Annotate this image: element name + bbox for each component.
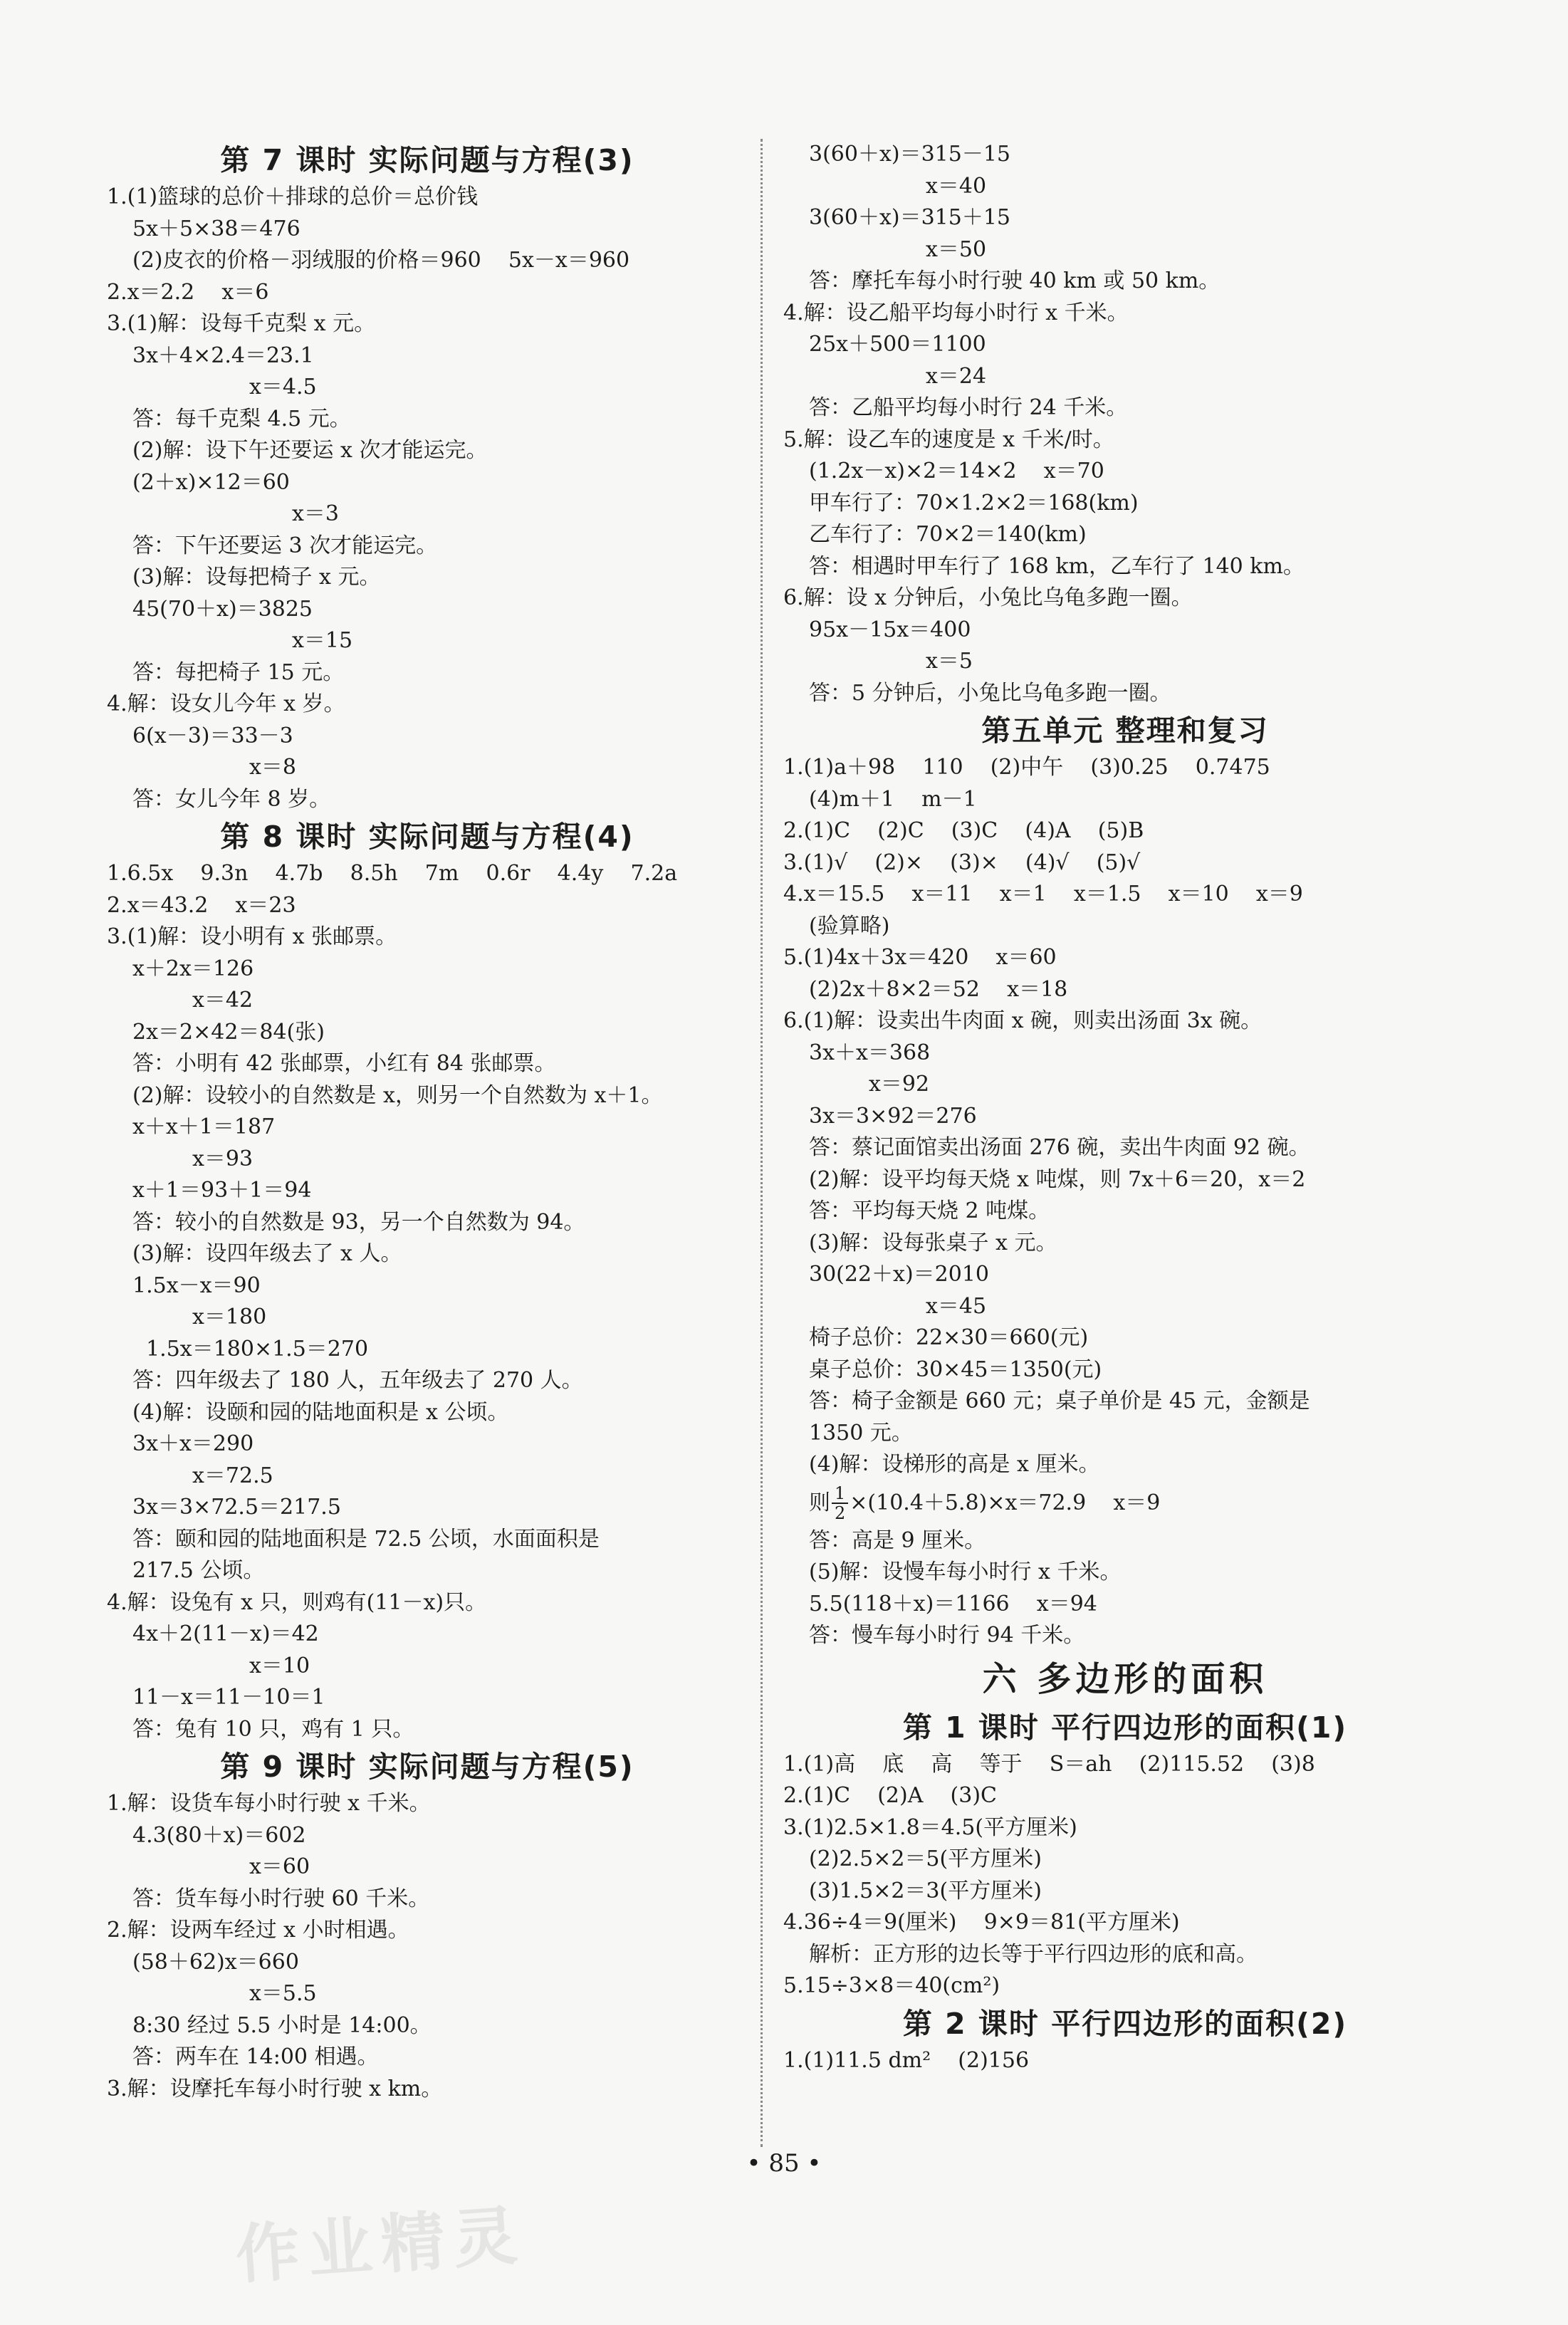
answer-line: 桌子总价：30×45＝1350(元) [809,1357,1102,1382]
column-divider [761,139,763,2147]
question-line: 1.(1)高 底 高 等于 S＝ah (2)115.52 (3)8 [783,1751,1315,1777]
answer-line: 答：货车每小时行驶 60 千米。 [132,1886,430,1911]
answer-line: 答：乙船平均每小时行 24 千米。 [809,395,1128,420]
answer-line: 答：摩托车每小时行驶 40 km 或 50 km。 [809,268,1221,293]
answer-line: 45(70＋x)＝3825 [132,596,313,622]
answer-line: (2)2x＋8×2＝52 x＝18 [809,976,1068,1002]
answer-line: x＝180 [192,1305,267,1329]
question-line: 4.解：设乙船平均每小时行 x 千米。 [783,300,1129,325]
answer-line: 25x＋500＝1100 [809,332,986,357]
answer-line: (5)解：设慢车每小时行 x 千米。 [809,1559,1122,1584]
fraction-denominator: 2 [835,1503,846,1523]
answer-line: x＝50 [926,236,987,262]
question-line: 3.(1)解：设小明有 x 张邮票。 [107,924,397,949]
question-line: 1.6.5x 9.3n 4.7b 8.5h 7m 0.6r 4.4y 7.2a [107,861,678,886]
answer-line: 答：相遇时甲车行了 168 km，乙车行了 140 km。 [809,553,1305,579]
answer-line: (2)解：设平均每天烧 x 吨煤，则 7x＋6＝20，x＝2 [809,1166,1306,1192]
answer-line: 椅子总价：22×30＝660(元) [809,1325,1089,1350]
equation-prefix: 则 [809,1490,830,1515]
question-line: 3.解：设摩托车每小时行驶 x km。 [107,2076,443,2101]
question-line: 2.解：设两车经过 x 小时相遇。 [107,1918,409,1943]
question-line: 6.解：设 x 分钟后，小兔比乌龟多跑一圈。 [783,585,1193,610]
question-line: 5.解：设乙车的速度是 x 千米/时。 [783,427,1114,452]
question-line: 1.解：设货车每小时行驶 x 千米。 [107,1791,431,1816]
question-line: 5.(1)4x＋3x＝420 x＝60 [783,945,1057,970]
answer-line: x＝93 [192,1146,254,1171]
answer-line: 3(60＋x)＝315－15 [809,142,1011,167]
equation-rest: ×(10.4＋5.8)×x＝72.9 x＝9 [850,1490,1161,1515]
answer-line: 乙车行了：70×2＝140(km) [809,522,1087,547]
answer-line: 答：慢车每小时行 94 千米。 [809,1623,1085,1648]
answer-line: (1.2x－x)×2＝14×2 x＝70 [809,459,1104,484]
answer-line: 3(60＋x)＝315＋15 [809,205,1011,230]
answer-line: x＝3 [292,501,340,526]
answer-line: (4)解：设梯形的高是 x 厘米。 [809,1452,1100,1477]
question-line: 3.(1)解：设每千克梨 x 元。 [107,311,376,336]
answer-line: (3)1.5×2＝3(平方厘米) [809,1878,1042,1903]
answer-line: x＝15 [292,628,353,653]
answer-line: 3x＝3×72.5＝217.5 [132,1495,341,1520]
answer-line: x＝45 [926,1293,987,1319]
question-line: 5.15÷3×8＝40(cm²) [783,1973,1000,1998]
answer-line: (3)解：设每把椅子 x 元。 [132,565,381,590]
answer-line: 3x＋x＝368 [809,1040,931,1065]
right-column [783,139,1467,2076]
answer-line: 3x＋4×2.4＝23.1 [132,343,314,368]
fraction-numerator: 1 [832,1484,848,1504]
question-line: 4.36÷4＝9(厘米) 9×9＝81(平方厘米) [783,1910,1180,1935]
answer-line: (4)m＋1 m－1 [809,786,977,812]
answer-line: x＝4.5 [249,375,317,399]
answer-line: 答：高是 9 厘米。 [809,1527,986,1553]
answer-line: x＝8 [249,755,297,780]
question-line: 1.(1)篮球的总价＋排球的总价＝总价钱 [107,184,479,209]
answer-line: 答：女儿今年 8 岁。 [132,786,331,812]
answer-line: (3)解：设四年级去了 x 人。 [132,1241,402,1266]
answer-line: x＝5.5 [249,1981,317,2006]
answer-line: 答：椅子金额是 660 元；桌子单价是 45 元，金额是 [809,1389,1310,1414]
answer-line: 95x－15x＝400 [809,617,971,642]
section-heading: 第 9 课时 实际问题与方程(5) [220,1750,634,1784]
answer-line: x＝24 [926,363,987,389]
answer-line: x＋1＝93＋1＝94 [132,1178,312,1203]
answer-line: (2)解：设下午还要运 x 次才能运完。 [132,438,488,463]
answer-line: x＝60 [249,1854,310,1879]
answer-line: 答：每千克梨 4.5 元。 [132,406,351,432]
answer-line: 5x＋5×38＝476 [132,216,300,241]
answer-line: 1.5x＝180×1.5＝270 [132,1336,369,1362]
answer-line: 答：兔有 10 只，鸡有 1 只。 [132,1716,414,1742]
answer-line: x＝40 [926,173,987,199]
question-line: 4.解：设兔有 x 只，则鸡有(11－x)只。 [107,1589,487,1615]
unit-heading: 六 多边形的面积 [982,1658,1268,1699]
question-line: 2.(1)C (2)C (3)C (4)A (5)B [783,818,1144,843]
answer-line: 甲车行了：70×1.2×2＝168(km) [809,490,1139,516]
question-line: 2.x＝43.2 x＝23 [107,892,296,918]
answer-line: 30(22＋x)＝2010 [809,1262,990,1287]
left-column [107,139,748,2105]
answer-line: (验算略) [809,913,890,939]
answer-line: 1.5x－x＝90 [132,1273,261,1298]
answer-line: x＝10 [249,1653,310,1678]
equation-line [783,1481,1467,1525]
answer-line: 3x＝3×92＝276 [809,1103,977,1129]
answer-line: 答：每把椅子 15 元。 [132,659,345,685]
answer-line: (2)皮衣的价格－羽绒服的价格＝960 5x－x＝960 [132,248,630,273]
answer-line: 217.5 公顷。 [132,1558,265,1583]
answer-line: (4)解：设颐和园的陆地面积是 x 公顷。 [132,1399,509,1425]
answer-line: x＝42 [192,988,254,1013]
answer-line: (3)解：设每张桌子 x 元。 [809,1230,1057,1255]
answer-line: 2x＝2×42＝84(张) [132,1019,325,1045]
answer-line: 答：小明有 42 张邮票，小红有 84 张邮票。 [132,1051,556,1076]
answer-line: 11－x＝11－10＝1 [132,1685,325,1710]
section-heading: 第 1 课时 平行四边形的面积(1) [902,1710,1348,1745]
answer-line: 8:30 经过 5.5 小时是 14:00。 [132,2012,432,2038]
answer-line: 答：5 分钟后，小兔比乌龟多跑一圈。 [809,680,1171,706]
answer-line: 3x＋x＝290 [132,1431,254,1456]
question-line: 2.(1)C (2)A (3)C [783,1783,997,1808]
section-heading: 第五单元 整理和复习 [981,714,1269,748]
question-line: 3.(1)2.5×1.8＝4.5(平方厘米) [783,1814,1077,1840]
answer-line: 答：四年级去了 180 人，五年级去了 270 人。 [132,1368,583,1393]
answer-line: 答：较小的自然数是 93，另一个自然数为 94。 [132,1209,585,1235]
section-heading: 第 7 课时 实际问题与方程(3) [220,143,634,177]
watermark: 作业精灵 [233,2198,528,2294]
question-line: 1.(1)a＋98 110 (2)中午 (3)0.25 0.7475 [783,755,1270,780]
answer-line: (2＋x)×12＝60 [132,469,290,495]
answer-line: 答：两车在 14:00 相遇。 [132,2044,379,2069]
answer-line: 4x＋2(11－x)＝42 [132,1621,319,1646]
answer-line: 6(x－3)＝33－3 [132,723,293,748]
answer-line: 答：平均每天烧 2 吨煤。 [809,1198,1050,1223]
answer-line: 答：蔡记面馆卖出汤面 276 碗，卖出牛肉面 92 碗。 [809,1135,1310,1160]
answer-line: (58＋62)x＝660 [132,1949,299,1975]
section-heading: 第 2 课时 平行四边形的面积(2) [902,2006,1348,2041]
answer-line: (2)解：设较小的自然数是 x，则另一个自然数为 x＋1。 [132,1082,663,1108]
answer-line: 答：颐和园的陆地面积是 72.5 公顷，水面面积是 [132,1526,600,1552]
answer-line: 1350 元。 [809,1420,913,1446]
section-heading: 第 8 课时 实际问题与方程(4) [220,820,634,854]
answer-line: (2)2.5×2＝5(平方厘米) [809,1846,1042,1871]
question-line: 6.(1)解：设卖出牛肉面 x 碗，则卖出汤面 3x 碗。 [783,1008,1263,1033]
answer-line: 5.5(118＋x)＝1166 x＝94 [809,1591,1097,1616]
question-line: 4.x＝15.5 x＝11 x＝1 x＝1.5 x＝10 x＝9 [783,882,1303,907]
answer-line: 答：下午还要运 3 次才能运完。 [132,533,438,558]
answer-line: x＝5 [926,649,973,674]
answer-line: x＋x＋1＝187 [132,1114,276,1139]
answer-line: x＋2x＝126 [132,956,254,981]
answer-line: x＝72.5 [192,1463,273,1488]
answer-line: 4.3(80＋x)＝602 [132,1822,306,1848]
answer-line: x＝92 [869,1072,930,1097]
question-line: 4.解：设女儿今年 x 岁。 [107,691,345,716]
question-line: 2.x＝2.2 x＝6 [107,279,269,305]
question-line: 1.(1)11.5 dm² (2)156 [783,2047,1030,2073]
fraction [832,1484,848,1522]
page-number: • 85 • [746,2149,822,2178]
answer-line: 解析：正方形的边长等于平行四边形的底和高。 [809,1941,1258,1967]
question-line: 3.(1)√ (2)× (3)× (4)√ (5)√ [783,850,1141,875]
